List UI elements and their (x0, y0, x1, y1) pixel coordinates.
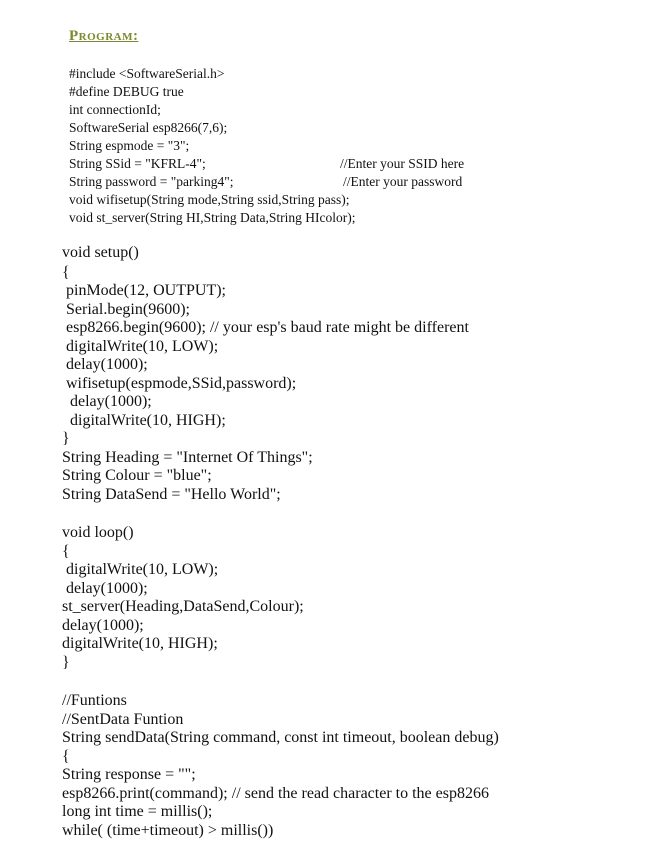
code-line: //Funtions (62, 692, 127, 709)
code-line: #define DEBUG true (69, 84, 184, 99)
code-line: esp8266.print(command); // send the read character to the esp8266 (62, 785, 489, 802)
code-line: { (62, 543, 70, 560)
code-line: void loop() (62, 524, 134, 541)
code-line: esp8266.begin(9600); // your esp's baud rate might be different (62, 319, 469, 336)
code-line: String DataSend = "Hello World"; (62, 486, 281, 503)
code-line: delay(1000); (62, 580, 148, 597)
code-line: while( (time+timeout) > millis()) (62, 822, 274, 839)
code-line: int connectionId; (69, 102, 161, 117)
code-line: long int time = millis(); (62, 803, 213, 820)
code-line: } (62, 654, 70, 671)
code-line: { (62, 748, 70, 765)
code-line: String response = ""; (62, 766, 196, 783)
code-line: String espmode = "3"; (69, 138, 190, 153)
code-line: //SentData Funtion (62, 711, 184, 728)
code-line: digitalWrite(10, LOW); (62, 338, 219, 355)
code-line: void wifisetup(String mode,String ssid,String pass); (69, 192, 350, 207)
code-line: digitalWrite(10, HIGH); (62, 635, 218, 652)
code-line: wifisetup(espmode,SSid,password); (62, 375, 297, 392)
code-line: st_server(Heading,DataSend,Colour); (62, 598, 304, 615)
code-line: SoftwareSerial esp8266(7,6); (69, 120, 228, 135)
code-comment: //Enter your password (343, 174, 463, 189)
code-line: String sendData(String command, const int timeout, boolean debug) (62, 729, 499, 746)
code-comment: //Enter your SSID here (340, 156, 465, 171)
code-line: delay(1000); (62, 356, 148, 373)
code-line: #include <SoftwareSerial.h> (69, 66, 225, 81)
code-line: pinMode(12, OUTPUT); (62, 282, 226, 299)
code-line: String Colour = "blue"; (62, 467, 212, 484)
program-heading: Program: (69, 28, 139, 44)
code-line: void st_server(String HI,String Data,String HIcolor); (69, 210, 356, 225)
code-line: Serial.begin(9600); (62, 301, 190, 318)
code-line: digitalWrite(10, LOW); (62, 561, 219, 578)
code-line: delay(1000); (62, 393, 152, 410)
code-line: } (62, 430, 70, 447)
code-line: String password = "parking4"; (69, 174, 234, 189)
code-line: void setup() (62, 244, 139, 261)
code-line: digitalWrite(10, HIGH); (62, 412, 226, 429)
code-line: { (62, 264, 70, 281)
code-line: String Heading = "Internet Of Things"; (62, 449, 313, 466)
code-line: delay(1000); (62, 617, 144, 634)
code-line: String SSid = "KFRL-4"; (69, 156, 206, 171)
